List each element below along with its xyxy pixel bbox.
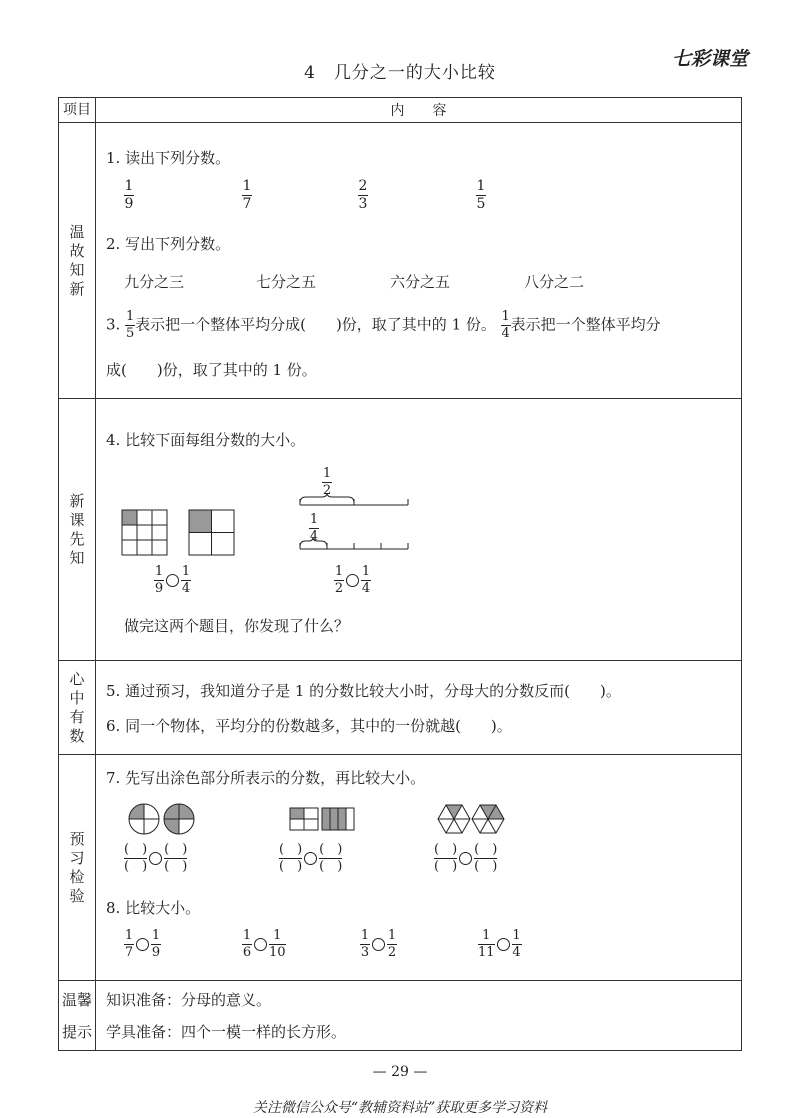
- column-header-item: 项目: [59, 98, 96, 123]
- reflection-question: 做完这两个题目，你发现了什么？: [124, 617, 350, 635]
- lesson-table: [58, 97, 742, 1051]
- brand-logo: 七彩课堂: [671, 48, 748, 70]
- section-label-review: 温故知新: [59, 123, 96, 399]
- section-newlesson: [96, 399, 742, 661]
- section-preview: [96, 755, 742, 981]
- compare-circle[interactable]: [136, 938, 149, 951]
- compare-circle[interactable]: [166, 574, 179, 587]
- tip-knowledge: 知识准备：分母的意义。: [106, 991, 272, 1009]
- q8-compare-list: [124, 929, 724, 969]
- compare-circle[interactable]: [497, 938, 510, 951]
- bottom-brace-fraction: 1 4: [309, 512, 319, 544]
- q3-fraction-b: $\frac{1}{4}$: [501, 309, 510, 341]
- section-mind: [96, 661, 742, 755]
- compare-circle[interactable]: [459, 852, 472, 865]
- compare-circle[interactable]: [254, 938, 267, 951]
- column-header-content: 内 容: [96, 98, 742, 123]
- hexagon-sixths-b: [472, 805, 504, 833]
- compare-circle[interactable]: [372, 938, 385, 951]
- q1-fraction: 1 7: [242, 178, 252, 212]
- q2-word-list: [124, 271, 724, 293]
- footer-note: 关注微信公众号“教辅资料站”获取更多学习资料: [252, 1100, 548, 1116]
- hexagon-sixths-a: [438, 805, 470, 833]
- q2-word: 九分之三: [124, 273, 185, 291]
- blank-compare-2: $\frac{( )}{( )}$ $\frac{( )}{( )}$: [279, 842, 343, 874]
- q8-fraction-left: $\frac{1}{6}$: [242, 928, 252, 960]
- blank-compare-3: $\frac{( )}{( )}$ $\frac{( )}{( )}$: [434, 842, 498, 874]
- q8-fraction-right: $\frac{1}{4}$: [512, 928, 521, 960]
- page-title: 4 几分之一的大小比较: [304, 63, 496, 83]
- question-3-line2: 成( )份，取了其中的 1 份。: [106, 361, 317, 379]
- q8-compare: [478, 929, 522, 960]
- question-7: 7. 先写出涂色部分所表示的分数，再比较大小。: [106, 769, 426, 787]
- shaded-shapes: [126, 802, 566, 836]
- section-label-preview: 预习检验: [59, 755, 96, 981]
- q2-word: 六分之五: [390, 273, 451, 291]
- compare-2: $\frac{1}{2}$ $\frac{1}{4}$: [334, 564, 371, 596]
- compare-circle[interactable]: [346, 574, 359, 587]
- question-8: 8. 比较大小。: [106, 899, 201, 917]
- grid-quarters: [189, 510, 234, 555]
- q2-word: 七分之五: [256, 273, 317, 291]
- grid-ninths: [122, 510, 167, 555]
- question-5: 5. 通过预习，我知道分子是 1 的分数比较大小时，分母大的分数反而( )。: [106, 682, 621, 700]
- circle-quarters-a: [129, 804, 159, 834]
- q8-fraction-right: $\frac{1}{2}$: [387, 928, 397, 960]
- section-tips: [96, 981, 742, 1051]
- q8-fraction-right: $\frac{1}{10}$: [269, 928, 286, 960]
- section-label-mind: 心中有数: [59, 661, 96, 755]
- q8-compare: [124, 929, 161, 960]
- compare-circle[interactable]: [149, 852, 162, 865]
- q8-compare: [242, 929, 286, 960]
- top-brace-fraction: 1 2: [322, 466, 332, 498]
- question-4: 4. 比较下面每组分数的大小。: [106, 431, 306, 449]
- section-review: [96, 123, 742, 399]
- compare-1: $\frac{1}{9}$ $\frac{1}{4}$: [154, 564, 191, 596]
- rect-eighths-a: [290, 808, 318, 830]
- compare-circle[interactable]: [304, 852, 317, 865]
- grid-diagrams: [121, 509, 241, 559]
- q8-fraction-left: $\frac{1}{7}$: [124, 928, 134, 960]
- section-label-tips: 温馨 提示: [59, 981, 96, 1051]
- q3-fraction-a: $\frac{1}{5}$: [125, 309, 135, 341]
- question-1: 1. 读出下列分数。: [106, 149, 231, 167]
- circle-quarters-b: [164, 804, 194, 834]
- question-2: 2. 写出下列分数。: [106, 235, 231, 253]
- blank-compare-1: $\frac{( )}{( )}$ $\frac{( )}{( )}$: [124, 842, 188, 874]
- q1-fraction: 2 3: [358, 178, 368, 212]
- question-3-line1: 3. $\frac{1}{5}$ 表示把一个整体平均分成( )份，取了其中的 1 份。 $\frac{1}{4}$ 表示把一个整体平均分: [106, 309, 661, 341]
- tip-tools: 学具准备：四个一模一样的长方形。: [106, 1023, 347, 1041]
- q8-compare: [360, 929, 397, 960]
- q1-fraction: 1 5: [476, 178, 486, 212]
- q8-fraction-left: $\frac{1}{3}$: [360, 928, 370, 960]
- q1-fraction-list: [124, 179, 684, 215]
- q8-fraction-right: $\frac{1}{9}$: [151, 928, 161, 960]
- q1-fraction: 1 9: [124, 178, 134, 212]
- q2-word: 八分之二: [524, 273, 585, 291]
- section-label-newlesson: 新课先知: [59, 399, 96, 661]
- page-number: — 29 —: [372, 1064, 428, 1080]
- question-6: 6. 同一个物体，平均分的份数越多，其中的一份就越( )。: [106, 717, 512, 735]
- q8-fraction-left: $\frac{1}{11}$: [478, 928, 495, 960]
- rect-eighths-b: [322, 808, 354, 830]
